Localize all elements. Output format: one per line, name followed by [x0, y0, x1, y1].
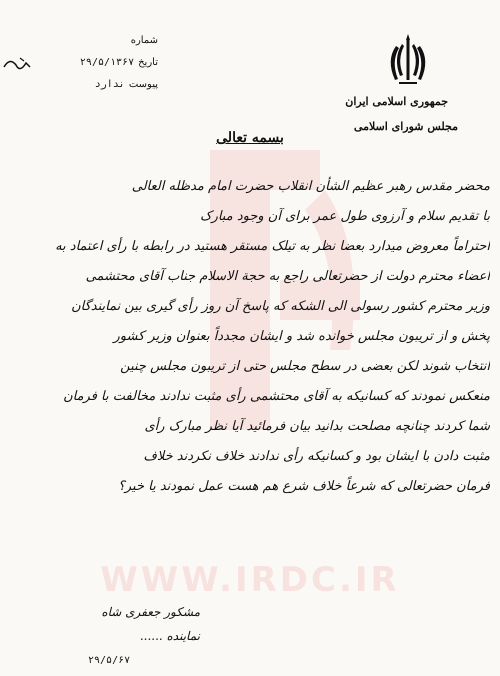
body-line: منعکس نمودند که کسانیکه به آقای محتشمی رأی مثبت ندادند مخالفت با فرمان [63, 389, 490, 404]
date-label: تاریخ [138, 57, 158, 68]
attachment-value: ندارد [94, 79, 125, 90]
body-line: فرمان حضرتعالی که شرعاً خلاف شرع هم هست عمل نمودند یا خیر؟ [117, 479, 490, 494]
body-line: احتراماً معروض میدارد بعضا نظر به تیلک مستقر هستید در رابطه با رأی اعتماد به [55, 239, 490, 254]
attachment-row [8, 74, 158, 96]
letter-body [8, 172, 490, 502]
body-line: محضر مقدس رهبر عظیم الشأن انقلاب حضرت امام مدظله العالی [131, 179, 490, 194]
body-line: اعضاء محترم دولت از حضرتعالی راجع به حجة الاسلام جناب آقای محتشمی [85, 269, 490, 284]
letterhead-organization: مجلس شورای اسلامی [353, 120, 458, 133]
date-value: ۲۹/۵/۱۳۶۷ [79, 57, 135, 68]
margin-scribble-icon [2, 55, 32, 75]
body-line: شما کردند چنانچه مصلحت بدانید بیان فرمائید آیا نظر مبارک رأی [144, 419, 490, 434]
body-line: پخش و از تریبون مجلس خوانده شد و ایشان مجدداً بعنوان وزیر کشور [113, 329, 490, 344]
number-row [8, 30, 158, 52]
number-label: شماره [130, 35, 158, 46]
invocation-heading: بسمه تعالی [216, 130, 284, 146]
body-line: انتخاب شوند لکن بعضی در سطح مجلس حتی از تریبون مجلس چنین [120, 359, 490, 374]
iran-emblem-icon [383, 30, 433, 90]
attachment-label: پیوست [128, 79, 158, 90]
signature-block [80, 600, 200, 648]
body-line: مثبت دادن با ایشان بود و کسانیکه رأی ندادند خلاف نکردند خلاف [143, 449, 490, 464]
letterhead-country: جمهوری اسلامی ایران [345, 95, 448, 108]
body-line: وزیر محترم کشور رسولی الی الشکه که پاسخ آن روز رأی گیری بین نمایندگان [71, 299, 490, 314]
body-line: با تقدیم سلام و آرزوی طول عمر برای آن وجود مبارک [199, 209, 490, 224]
signature-title: نماینده ...... [139, 629, 200, 643]
watermark-url: WWW.IRDC.IR [100, 560, 400, 600]
signature-date: ۲۹/۵/۶۷ [88, 655, 131, 666]
signature-name: مشکور جعفری شاه [101, 605, 200, 619]
